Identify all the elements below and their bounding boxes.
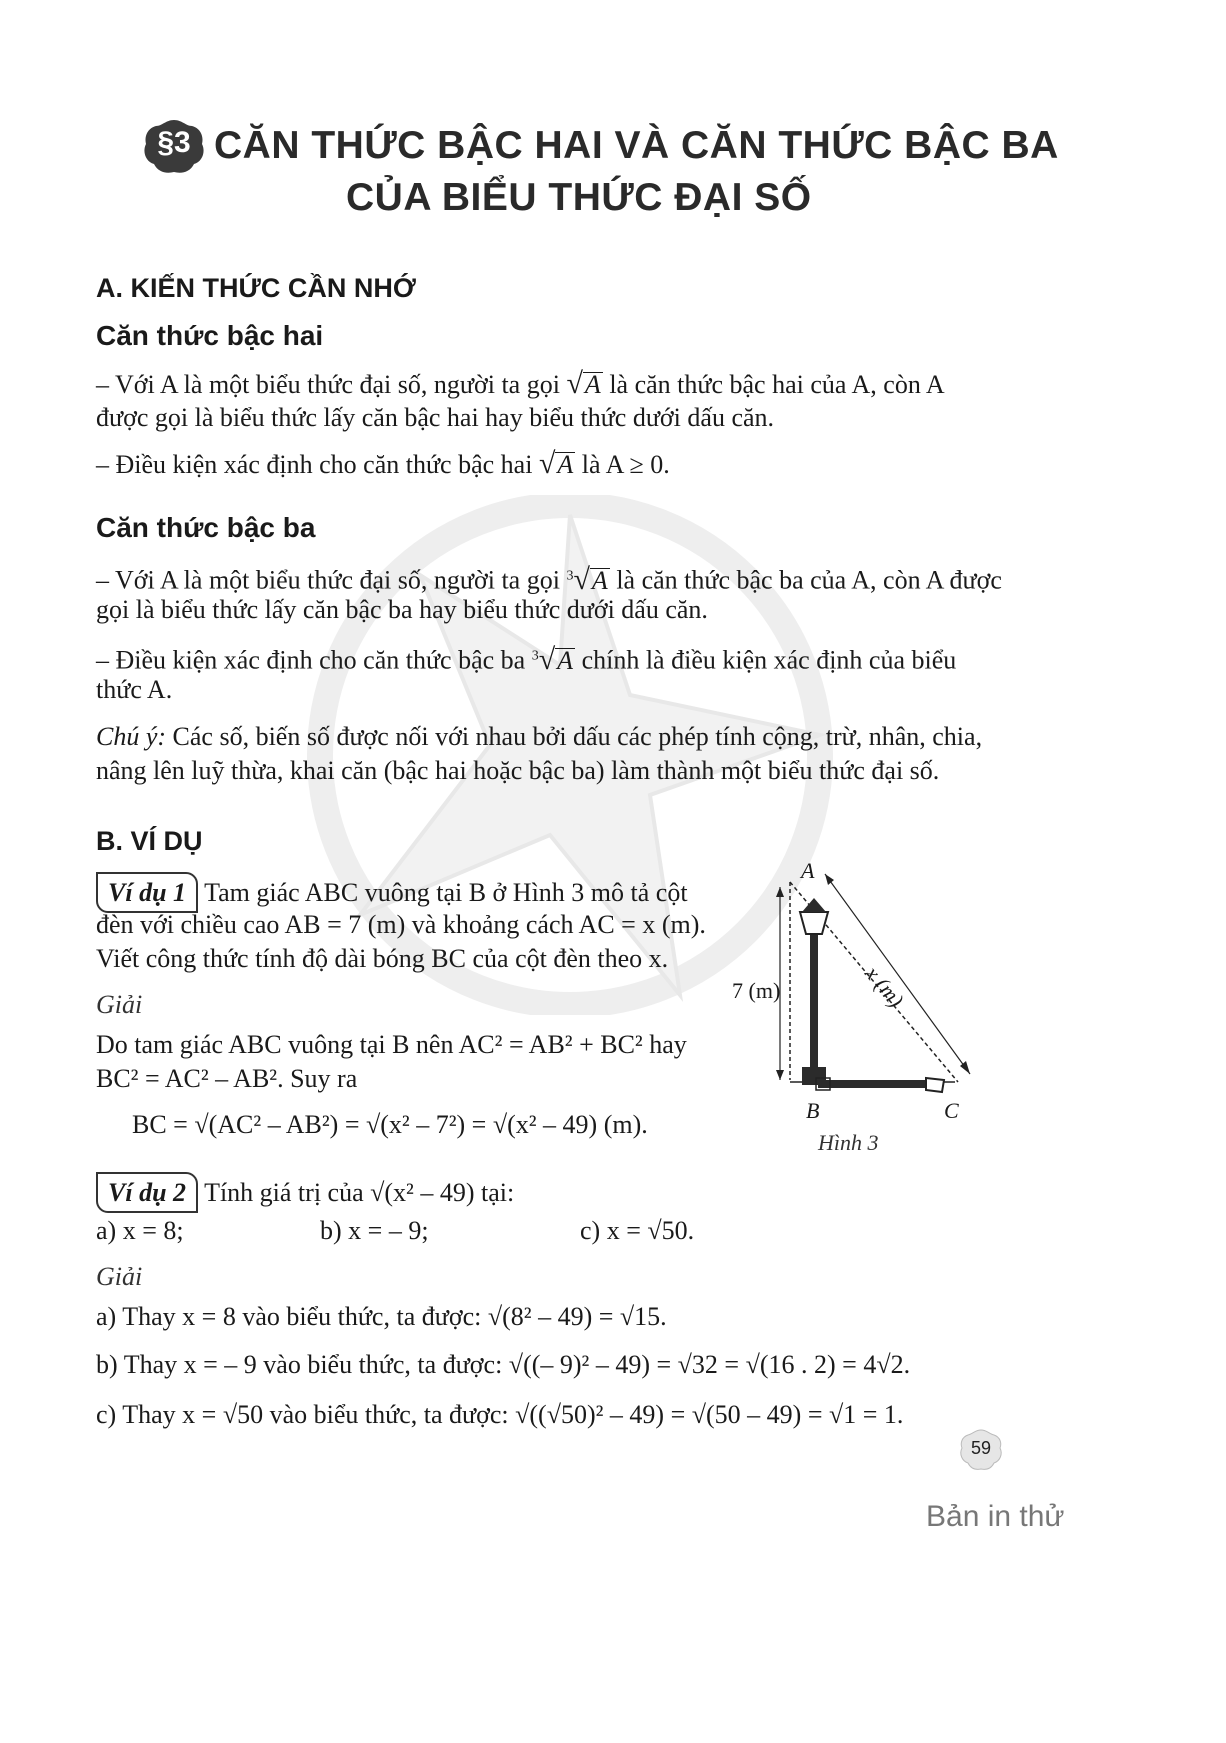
- paragraph: Viết công thức tính độ dài bóng BC của cột đèn theo x.: [96, 944, 669, 973]
- paragraph: gọi là biểu thức lấy căn bậc ba hay biểu thức dưới dấu căn.: [96, 595, 708, 624]
- paragraph: đèn với chiều cao AB = 7 (m) và khoảng cách AC = x (m).: [96, 910, 706, 939]
- draft-watermark: Bản in thử: [926, 1500, 1065, 1533]
- example-label: Ví dụ 2: [96, 1172, 198, 1213]
- figure-caption: Hình 3: [818, 1130, 879, 1155]
- option-b: b) x = – 9;: [320, 1216, 429, 1245]
- note: Chú ý: Các số, biến số được nối với nhau bởi dấu các phép tính cộng, trừ, nhân, chia,: [96, 722, 983, 751]
- example-1: Ví dụ 1 Tam giác ABC vuông tại B ở Hình 3 mô tả cột: [96, 872, 688, 913]
- solution-c: c) Thay x = √50 vào biểu thức, ta được: √((√50)² – 49) = √(50 – 49) = √1 = 1.: [96, 1400, 904, 1429]
- paragraph: thức A.: [96, 675, 173, 704]
- solution-label: Giải: [96, 990, 143, 1019]
- formula: BC = √(AC² – AB²) = √(x² – 7²) = √(x² – 49) (m).: [132, 1110, 648, 1139]
- paragraph: được gọi là biểu thức lấy căn bậc hai hay biểu thức dưới dấu căn.: [96, 403, 775, 432]
- solution-a: a) Thay x = 8 vào biểu thức, ta được: √(8² – 49) = √15.: [96, 1302, 667, 1331]
- section-b-heading: B. VÍ DỤ: [96, 826, 203, 856]
- example-2: Ví dụ 2 Tính giá trị của √(x² – 49) tại:: [96, 1172, 514, 1213]
- option-a: a) x = 8;: [96, 1216, 184, 1245]
- option-c: c) x = √50.: [580, 1216, 695, 1245]
- figure-label-height: 7 (m): [732, 978, 781, 1003]
- figure-label-hypotenuse: x (m): [860, 960, 909, 1013]
- subheading-cube-root: Căn thức bậc ba: [96, 512, 316, 543]
- page-number: 59: [970, 1438, 992, 1458]
- solution-b: b) Thay x = – 9 vào biểu thức, ta được: √((– 9)² – 49) = √32 = √(16 . 2) = 4√2.: [96, 1350, 911, 1379]
- figure-label-b: B: [806, 1098, 820, 1123]
- paragraph: – Điều kiện xác định cho căn thức bậc ba $^3$√A chính là điều kiện xác định của biểu: [96, 642, 957, 676]
- paragraph: – Với A là một biểu thức đại số, người ta gọi √A là căn thức bậc hai của A, còn A: [96, 367, 945, 400]
- page-title-line1: CĂN THỨC BẬC HAI VÀ CĂN THỨC BẬC BA: [214, 124, 1059, 167]
- page-title-line2: CỦA BIỂU THỨC ĐẠI SỐ: [346, 176, 812, 219]
- figure-label-a: A: [801, 858, 815, 883]
- subheading-square-root: Căn thức bậc hai: [96, 320, 324, 351]
- paragraph: BC² = AC² – AB². Suy ra: [96, 1064, 358, 1093]
- paragraph: – Với A là một biểu thức đại số, người ta gọi $^3$√A là căn thức bậc ba của A, còn A được: [96, 562, 1002, 596]
- figure-label-c: C: [944, 1098, 959, 1123]
- paragraph: – Điều kiện xác định cho căn thức bậc hai √A là A ≥ 0.: [96, 447, 670, 480]
- solution-label: Giải: [96, 1262, 143, 1291]
- section-a-heading: A. KIẾN THỨC CẦN NHỚ: [96, 273, 416, 303]
- section-badge: §3: [157, 126, 191, 159]
- paragraph: Do tam giác ABC vuông tại B nên AC² = AB² + BC² hay: [96, 1030, 687, 1059]
- example-label: Ví dụ 1: [96, 872, 198, 913]
- note: nâng lên luỹ thừa, khai căn (bậc hai hoặc bậc ba) làm thành một biểu thức đại số.: [96, 756, 940, 785]
